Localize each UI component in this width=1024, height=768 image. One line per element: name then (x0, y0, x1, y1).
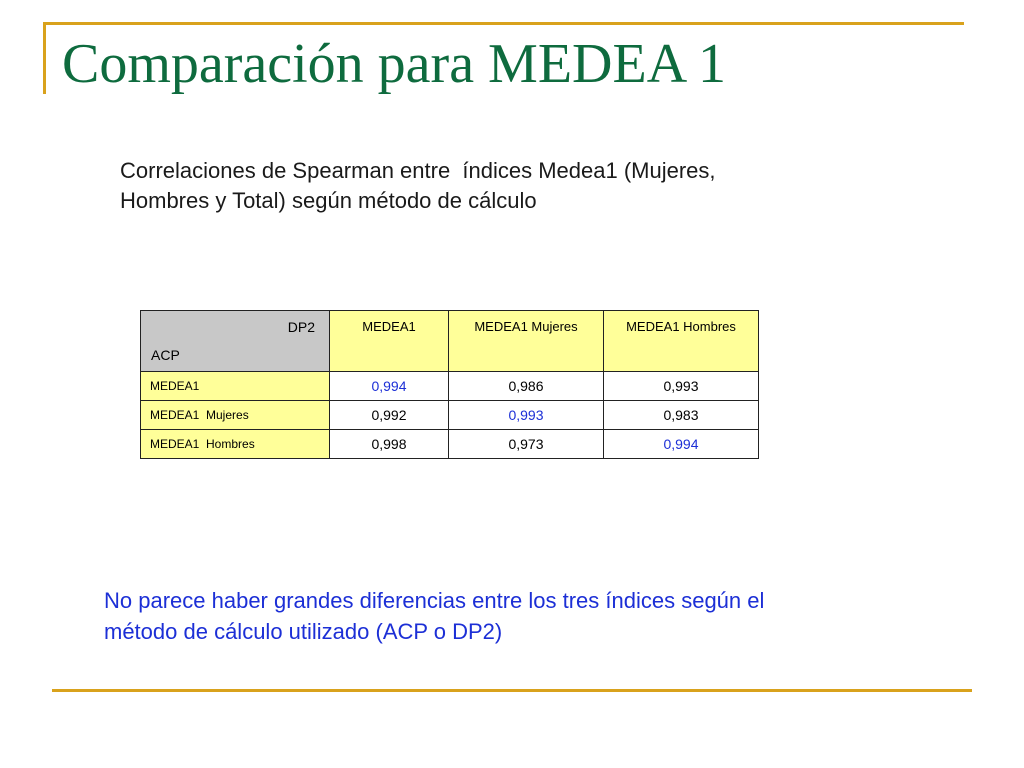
table-cell: 0,994 (330, 372, 449, 401)
conclusion-line-1: No parece haber grandes diferencias entre los tres índices según el (104, 588, 765, 613)
correlation-table (140, 310, 759, 459)
left-accent-line (43, 22, 46, 94)
subtitle-line-1: Correlaciones de Spearman entre índices Medea1 (Mujeres, (120, 158, 716, 183)
column-header-medea1: MEDEA1 (330, 311, 449, 372)
table-cell: 0,973 (449, 430, 604, 459)
top-accent-line (44, 22, 964, 25)
table-cell: 0,993 (604, 372, 759, 401)
row-header-medea1: MEDEA1 (141, 372, 330, 401)
table-cell: 0,983 (604, 401, 759, 430)
table-header-row (141, 311, 759, 372)
table-row (141, 401, 759, 430)
corner-label-acp: ACP (151, 347, 180, 363)
table-cell: 0,986 (449, 372, 604, 401)
row-header-medea1-hombres: MEDEA1 Hombres (141, 430, 330, 459)
corner-label-dp2: DP2 (287, 319, 315, 335)
conclusion-text (104, 585, 924, 647)
table-cell: 0,998 (330, 430, 449, 459)
column-header-medea1-mujeres: MEDEA1 Mujeres (449, 311, 604, 372)
row-header-medea1-mujeres: MEDEA1 Mujeres (141, 401, 330, 430)
subtitle (120, 156, 880, 216)
table-row (141, 372, 759, 401)
table-cell: 0,994 (604, 430, 759, 459)
slide-title: Comparación para MEDEA 1 (62, 33, 727, 95)
table-corner-cell (141, 311, 330, 372)
column-header-medea1-hombres: MEDEA1 Hombres (604, 311, 759, 372)
table-row (141, 430, 759, 459)
bottom-accent-line (52, 689, 972, 692)
table-cell: 0,993 (449, 401, 604, 430)
subtitle-line-2: Hombres y Total) según método de cálculo (120, 188, 537, 213)
table-cell: 0,992 (330, 401, 449, 430)
conclusion-line-2: método de cálculo utilizado (ACP o DP2) (104, 619, 503, 644)
